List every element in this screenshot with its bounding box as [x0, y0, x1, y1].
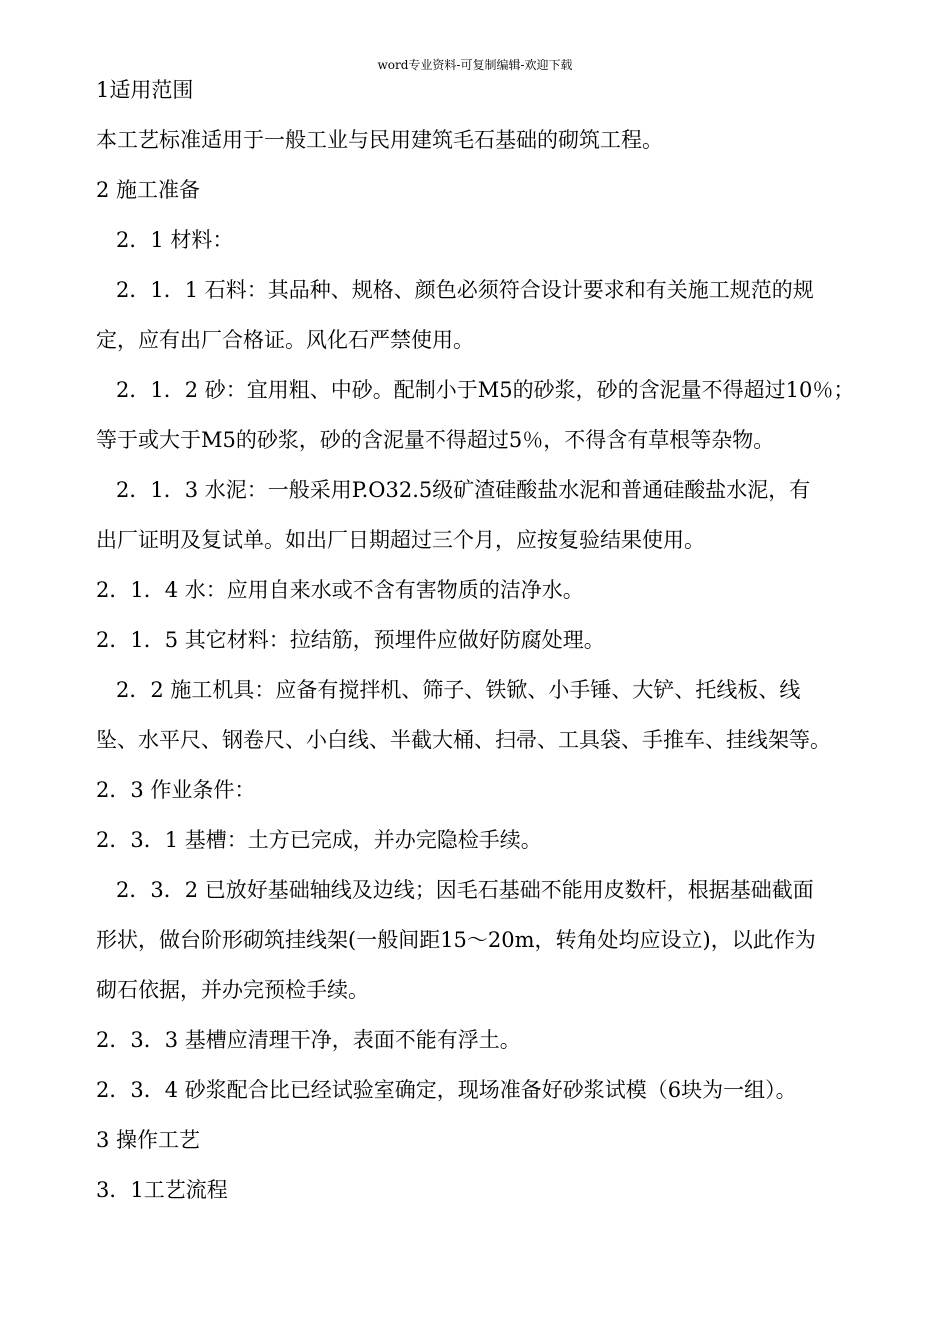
section-heading: 2 施工准备 [96, 178, 201, 202]
subsection-heading: 3．1工艺流程 [96, 1178, 228, 1202]
paragraph-line: 砌石依据，并办完预检手续。 [96, 978, 369, 1002]
paragraph-line: 2．2 施工机具：应备有搅拌机、筛子、铁锨、小手锤、大铲、托线板、线 [116, 678, 801, 702]
paragraph-line: 2．3．3 基槽应清理干净，表面不能有浮土。 [96, 1028, 521, 1052]
paragraph-line: 2．1．3 水泥：一般采用P.O32.5级矿渣硅酸盐水泥和普通硅酸盐水泥，有 [116, 478, 811, 502]
paragraph-line: 2．1．4 水：应用自来水或不含有害物质的洁净水。 [96, 578, 584, 602]
paragraph-line: 2．1．5 其它材料：拉结筋，预埋件应做好防腐处理。 [96, 628, 605, 652]
section-heading: 3 操作工艺 [96, 1128, 201, 1152]
page-header: word专业资料-可复制编辑-欢迎下载 [377, 58, 573, 72]
paragraph-line: 2．3．4 砂浆配合比已经试验室确定，现场准备好砂浆试模（6块为一组）。 [96, 1078, 797, 1102]
paragraph-line: 出厂证明及复试单。如出厂日期超过三个月，应按复验结果使用。 [96, 528, 705, 552]
paragraph-line: 形状，做台阶形砌筑挂线架(一般间距15～20m，转角处均应设立)，以此作为 [96, 928, 816, 952]
section-heading: 1适用范围 [96, 78, 194, 102]
subsection-heading: 2．3 作业条件： [96, 778, 256, 802]
paragraph-line: 2．3．2 已放好基础轴线及边线；因毛石基础不能用皮数杆，根据基础截面 [116, 878, 814, 902]
paragraph-line: 坠、水平尺、钢卷尺、小白线、半截大桶、扫帚、工具袋、手推车、挂线架等。 [96, 728, 831, 752]
paragraph-line: 等于或大于M5的砂浆，砂的含泥量不得超过5％，不得含有草根等杂物。 [96, 428, 775, 452]
subsection-heading: 2．1 材料： [116, 228, 234, 252]
paragraph-line: 定，应有出厂合格证。风化石严禁使用。 [96, 328, 474, 352]
paragraph-line: 2．1．1 石料：其品种、规格、颜色必须符合设计要求和有关施工规范的规 [116, 278, 814, 302]
paragraph-line: 本工艺标准适用于一般工业与民用建筑毛石基础的砌筑工程。 [96, 128, 663, 152]
paragraph-line: 2．1．2 砂：宜用粗、中砂。配制小于M5的砂浆，砂的含泥量不得超过10％； [116, 378, 855, 402]
paragraph-line: 2．3．1 基槽：土方已完成，并办完隐检手续。 [96, 828, 542, 852]
